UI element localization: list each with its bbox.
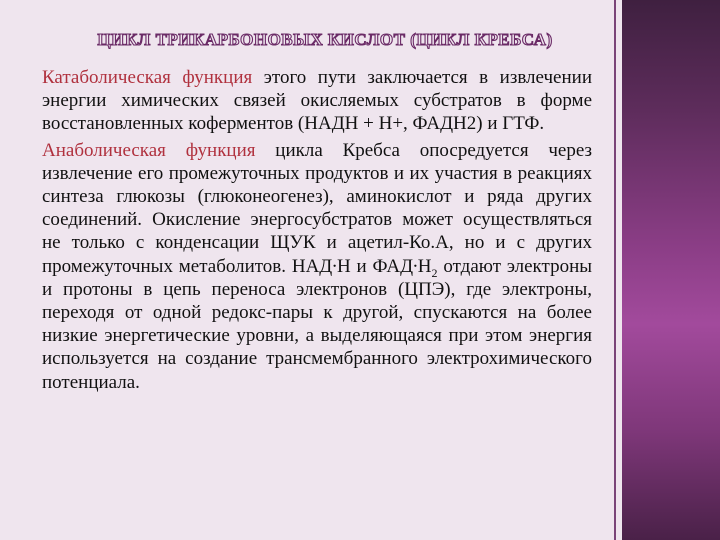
slide-title: ЦИКЛ ТРИКАРБОНОВЫХ КИСЛОТ (ЦИКЛ КРЕБСА)	[97, 30, 553, 49]
sidebar-divider	[614, 0, 616, 540]
slide-body	[42, 66, 592, 397]
subscript-two: 2	[431, 265, 438, 280]
term-catabolic: Катаболическая функция	[42, 67, 253, 88]
paragraph-anabolic-text-end: отдают электроны и протоны в цепь переноса электронов (ЦПЭ), где электроны, переходя от одной редокс-пары к другой, спускаются на более низкие энергетические уровни, а выделяющаяся при этом энергия используется на создание трансмембранного электрохимического потенциала.	[42, 255, 593, 393]
paragraph-anabolic	[42, 139, 592, 394]
paragraph-catabolic	[42, 66, 592, 136]
decorative-sidebar	[622, 0, 720, 540]
term-anabolic: Анаболическая функция	[42, 139, 256, 161]
paragraph-catabolic-text: этого пути заключается в извлечении энергии химических связей окисляемых субстратов в форме восстановленных коферментов (НАДН + Н+, ФАДН2) и ГТФ.	[42, 67, 592, 135]
paragraph-anabolic-text: цикла Кребса опосредуется через извлечение его промежуточных продуктов и их участия в реакциях синтеза глюкозы (глюконеогенез), аминокислот и ряда других соединений. Окисление энергосубстратов может осуществляться не только с конденсации ЩУК и ацетил-Ко.А, но и с других промежуточных метаболитов. НАД∙Н и ФАД∙Н	[42, 139, 593, 277]
